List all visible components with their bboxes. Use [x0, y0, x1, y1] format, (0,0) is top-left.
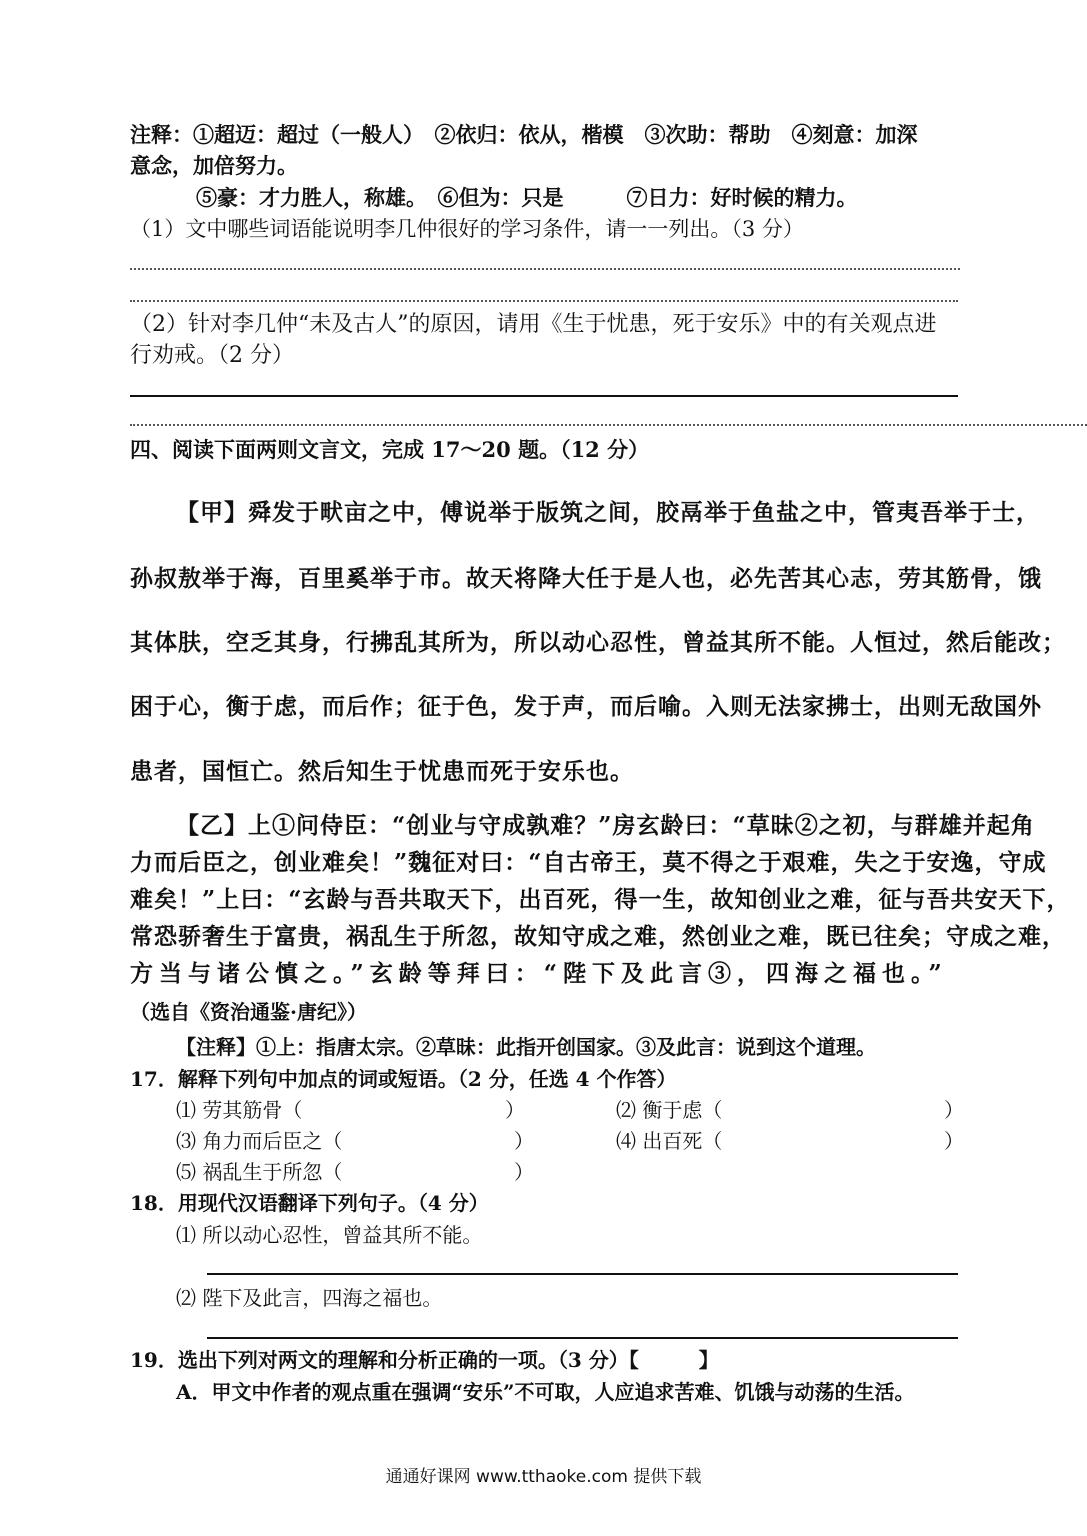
- passage-yi-line: 难矣！”上曰：“玄龄与吾共取天下，出百死，得一生，故知创业之难，征与吾共安天下，: [130, 886, 1071, 913]
- question-2-line-2: 行劝戒。（2 分）: [130, 343, 294, 368]
- note-line-1: 注释：①超迈：超过（一般人） ②依归：依从，楷模 ③次助：帮助 ④刻意：加深: [130, 122, 918, 147]
- yi-annotation: 【注释】①上：指唐太宗。②草昧：此指开创国家。③及此言：说到这个道理。: [176, 1035, 876, 1059]
- passage-yi-line: 力而后臣之，创业难矣！”魏征对曰：“自古帝王，莫不得之于艰难，失之于安逸，守成: [130, 849, 1047, 876]
- answer-line: [207, 1337, 958, 1339]
- passage-yi-line: 【乙】上①问侍臣：“创业与守成孰难？”房玄龄曰：“草昧②之初，与群雄并起角: [176, 812, 1035, 839]
- answer-line: [207, 1273, 958, 1275]
- q18-sentence-1: ⑴ 所以动心忍性，曾益其所不能。: [176, 1223, 483, 1247]
- question-2-line-1: （2）针对李几仲“未及古人”的原因，请用《生于忧患，死于安乐》中的有关观点进: [130, 312, 937, 337]
- q19-option-a: A．甲文中作者的观点重在强调“安乐”不可取，人应追求苦难、饥饿与动荡的生活。: [176, 1380, 915, 1404]
- q17-item-5-close: ）: [514, 1160, 534, 1184]
- q18-sentence-2: ⑵ 陛下及此言，四海之福也。: [176, 1286, 443, 1310]
- q17-item-2-close: ）: [944, 1098, 964, 1122]
- q17-item-4: ⑷ 出百死（: [616, 1129, 723, 1153]
- passage-jia-line: 困于心，衡于虑，而后作；征于色，发于声，而后喻。入则无法家拂士，出则无敌国外: [130, 693, 1042, 720]
- question-19-stem: 19．选出下列对两文的理解和分析正确的一项。（3 分）【 】: [130, 1348, 719, 1372]
- q17-item-1-close: ）: [505, 1098, 525, 1122]
- page-footer: 通通好课网 www.tthaoke.com 提供下载: [385, 1467, 702, 1487]
- note-line-2: 意念，加倍努力。: [130, 153, 298, 178]
- q17-item-2: ⑵ 衡于虑（: [616, 1098, 723, 1122]
- answer-line: [130, 300, 958, 302]
- passage-jia-line: 孙叔敖举于海，百里奚举于市。故天将降大任于是人也，必先苦其心志，劳其筋骨，饿: [130, 565, 1042, 592]
- section-4-heading: 四、阅读下面两则文言文，完成 17～20 题。（12 分）: [130, 437, 650, 462]
- passage-jia-line: 患者，国恒亡。然后知生于忧患而死于安乐也。: [130, 758, 634, 785]
- q17-item-3: ⑶ 角力而后臣之（: [176, 1129, 343, 1153]
- answer-line: [130, 268, 960, 270]
- passage-jia-line: 其体肤，空乏其身，行拂乱其所为，所以动心忍性，曾益其所不能。人恒过，然后能改；: [130, 629, 1066, 656]
- answer-line: [130, 395, 958, 397]
- q17-item-5: ⑸ 祸乱生于所忽（: [176, 1160, 343, 1184]
- passage-yi-line: 方当与诸公慎之。”玄龄等拜曰：“陛下及此言③，四海之福也。”: [130, 960, 948, 987]
- passage-yi-line: 常恐骄奢生于富贵，祸乱生于所忽，故知守成之难，然创业之难，既已往矣；守成之难，: [130, 923, 1066, 950]
- q17-item-1: ⑴ 劳其筋骨（: [176, 1098, 303, 1122]
- q17-item-4-close: ）: [944, 1129, 964, 1153]
- question-1: （1）文中哪些词语能说明李几仲很好的学习条件，请一一列出。（3 分）: [130, 217, 804, 241]
- source-citation: （选自《资治通鉴·唐纪》）: [130, 1000, 367, 1024]
- passage-jia-line: 【甲】舜发于畎亩之中，傅说举于版筑之间，胶鬲举于鱼盐之中，管夷吾举于士，: [176, 499, 1040, 526]
- question-18-stem: 18．用现代汉语翻译下列句子。（4 分）: [130, 1191, 489, 1215]
- question-17-stem: 17．解释下列句中加点的词或短语。（2 分，任选 4 个作答）: [130, 1067, 677, 1091]
- q17-item-3-close: ）: [514, 1129, 534, 1153]
- answer-line: [130, 424, 1087, 426]
- note-line-3: ⑤豪：才力胜人，称雄。 ⑥但为：只是 ⑦日力：好时候的精力。: [196, 185, 858, 210]
